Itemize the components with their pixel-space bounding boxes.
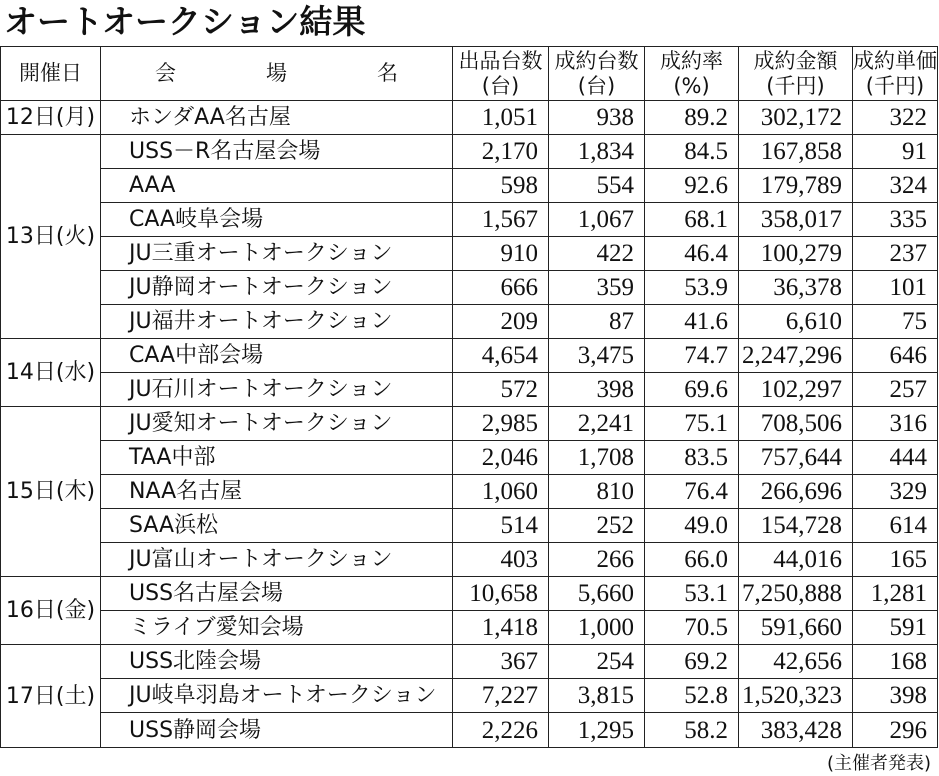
table-row: [1, 713, 938, 748]
amount-cell: 708,506: [739, 407, 853, 441]
table-row: [1, 305, 938, 339]
rate-cell: 52.8: [645, 679, 739, 713]
venue-cell: JU石川オートオークション: [101, 373, 453, 407]
unit-price-cell: 614: [853, 509, 938, 543]
table-row: [1, 509, 938, 543]
rate-cell: 89.2: [645, 101, 739, 135]
amount-cell: 2,247,296: [739, 339, 853, 373]
rate-cell: 69.6: [645, 373, 739, 407]
sold-cell: 1,067: [549, 203, 645, 237]
amount-cell: 383,428: [739, 713, 853, 748]
amount-cell: 7,250,888: [739, 577, 853, 611]
listed-cell: 1,418: [453, 611, 549, 645]
sold-cell: 359: [549, 271, 645, 305]
amount-cell: 302,172: [739, 101, 853, 135]
sold-cell: 3,475: [549, 339, 645, 373]
amount-cell: 179,789: [739, 169, 853, 203]
sold-cell: 252: [549, 509, 645, 543]
listed-cell: 403: [453, 543, 549, 577]
table-row: [1, 475, 938, 509]
day-cell: 14日(水): [1, 339, 101, 407]
sold-cell: 1,000: [549, 611, 645, 645]
rate-cell: 75.1: [645, 407, 739, 441]
day-cell: 15日(木): [1, 407, 101, 577]
header-venue-char: 名: [377, 61, 398, 85]
listed-cell: 910: [453, 237, 549, 271]
unit-price-cell: 257: [853, 373, 938, 407]
listed-cell: 1,567: [453, 203, 549, 237]
unit-price-cell: 296: [853, 713, 938, 748]
sold-cell: 254: [549, 645, 645, 679]
listed-cell: 7,227: [453, 679, 549, 713]
sold-cell: 938: [549, 101, 645, 135]
listed-cell: 4,654: [453, 339, 549, 373]
amount-cell: 266,696: [739, 475, 853, 509]
listed-cell: 367: [453, 645, 549, 679]
unit-price-cell: 324: [853, 169, 938, 203]
amount-cell: 44,016: [739, 543, 853, 577]
day-cell: 13日(火): [1, 135, 101, 339]
amount-cell: 591,660: [739, 611, 853, 645]
venue-cell: JU静岡オートオークション: [101, 271, 453, 305]
rate-cell: 74.7: [645, 339, 739, 373]
rate-cell: 53.9: [645, 271, 739, 305]
header-unit-price: 成約単価 (千円): [853, 47, 938, 101]
table-row: [1, 203, 938, 237]
amount-cell: 42,656: [739, 645, 853, 679]
table-row: [1, 373, 938, 407]
rate-cell: 69.2: [645, 645, 739, 679]
header-rate: 成約率 (%): [645, 47, 739, 101]
table-row: [1, 441, 938, 475]
rate-cell: 70.5: [645, 611, 739, 645]
venue-cell: USS北陸会場: [101, 645, 453, 679]
unit-price-cell: 591: [853, 611, 938, 645]
venue-cell: JU富山オートオークション: [101, 543, 453, 577]
amount-cell: 36,378: [739, 271, 853, 305]
unit-price-cell: 1,281: [853, 577, 938, 611]
auction-results-table: [0, 46, 938, 748]
venue-cell: USS－R名古屋会場: [101, 135, 453, 169]
rate-cell: 49.0: [645, 509, 739, 543]
listed-cell: 2,985: [453, 407, 549, 441]
sold-cell: 554: [549, 169, 645, 203]
header-sold: 成約台数 (台): [549, 47, 645, 101]
sold-cell: 1,834: [549, 135, 645, 169]
sold-cell: 5,660: [549, 577, 645, 611]
sold-cell: 2,241: [549, 407, 645, 441]
sold-cell: 1,295: [549, 713, 645, 748]
table-row: [1, 271, 938, 305]
table-row: [1, 679, 938, 713]
header-venue-char: 会: [155, 61, 176, 85]
table-row: [1, 237, 938, 271]
venue-cell: ホンダAA名古屋: [101, 101, 453, 135]
listed-cell: 2,226: [453, 713, 549, 748]
listed-cell: 572: [453, 373, 549, 407]
page-title: オートオークション結果: [4, 2, 366, 41]
header-row: [1, 47, 938, 101]
unit-price-cell: 237: [853, 237, 938, 271]
table-row: [1, 407, 938, 441]
venue-cell: USS静岡会場: [101, 713, 453, 748]
rate-cell: 83.5: [645, 441, 739, 475]
sold-cell: 422: [549, 237, 645, 271]
table-row: [1, 577, 938, 611]
listed-cell: 666: [453, 271, 549, 305]
sold-cell: 87: [549, 305, 645, 339]
venue-cell: NAA名古屋: [101, 475, 453, 509]
table-row: [1, 543, 938, 577]
header-amount: 成約金額 (千円): [739, 47, 853, 101]
amount-cell: 358,017: [739, 203, 853, 237]
rate-cell: 68.1: [645, 203, 739, 237]
sold-cell: 810: [549, 475, 645, 509]
venue-cell: CAA中部会場: [101, 339, 453, 373]
day-cell: 16日(金): [1, 577, 101, 645]
venue-cell: USS名古屋会場: [101, 577, 453, 611]
unit-price-cell: 444: [853, 441, 938, 475]
day-cell: 12日(月): [1, 101, 101, 135]
venue-cell: JU福井オートオークション: [101, 305, 453, 339]
unit-price-cell: 646: [853, 339, 938, 373]
source-note: (主催者発表): [826, 753, 931, 774]
amount-cell: 167,858: [739, 135, 853, 169]
listed-cell: 10,658: [453, 577, 549, 611]
venue-cell: ミライブ愛知会場: [101, 611, 453, 645]
venue-cell: AAA: [101, 169, 453, 203]
unit-price-cell: 165: [853, 543, 938, 577]
header-venue-char: 場: [266, 61, 287, 85]
listed-cell: 1,051: [453, 101, 549, 135]
unit-price-cell: 75: [853, 305, 938, 339]
listed-cell: 2,170: [453, 135, 549, 169]
venue-cell: JU愛知オートオークション: [101, 407, 453, 441]
day-cell: 17日(土): [1, 645, 101, 748]
sold-cell: 266: [549, 543, 645, 577]
rate-cell: 46.4: [645, 237, 739, 271]
sold-cell: 1,708: [549, 441, 645, 475]
amount-cell: 100,279: [739, 237, 853, 271]
sold-cell: 398: [549, 373, 645, 407]
results-body: [1, 101, 938, 748]
table-row: [1, 645, 938, 679]
unit-price-cell: 335: [853, 203, 938, 237]
venue-cell: TAA中部: [101, 441, 453, 475]
rate-cell: 92.6: [645, 169, 739, 203]
table-row: [1, 611, 938, 645]
rate-cell: 53.1: [645, 577, 739, 611]
table-row: [1, 101, 938, 135]
table-row: [1, 169, 938, 203]
table-row: [1, 135, 938, 169]
unit-price-cell: 168: [853, 645, 938, 679]
venue-cell: JU三重オートオークション: [101, 237, 453, 271]
header-day: 開催日: [1, 47, 101, 101]
amount-cell: 6,610: [739, 305, 853, 339]
rate-cell: 76.4: [645, 475, 739, 509]
amount-cell: 102,297: [739, 373, 853, 407]
unit-price-cell: 398: [853, 679, 938, 713]
rate-cell: 41.6: [645, 305, 739, 339]
sold-cell: 3,815: [549, 679, 645, 713]
header-venue: [101, 47, 453, 101]
listed-cell: 598: [453, 169, 549, 203]
table-row: [1, 339, 938, 373]
venue-cell: CAA岐阜会場: [101, 203, 453, 237]
listed-cell: 1,060: [453, 475, 549, 509]
rate-cell: 66.0: [645, 543, 739, 577]
venue-cell: JU岐阜羽島オートオークション: [101, 679, 453, 713]
header-listed: 出品台数 (台): [453, 47, 549, 101]
unit-price-cell: 91: [853, 135, 938, 169]
listed-cell: 514: [453, 509, 549, 543]
listed-cell: 2,046: [453, 441, 549, 475]
amount-cell: 1,520,323: [739, 679, 853, 713]
amount-cell: 757,644: [739, 441, 853, 475]
unit-price-cell: 329: [853, 475, 938, 509]
venue-cell: SAA浜松: [101, 509, 453, 543]
unit-price-cell: 316: [853, 407, 938, 441]
listed-cell: 209: [453, 305, 549, 339]
unit-price-cell: 101: [853, 271, 938, 305]
amount-cell: 154,728: [739, 509, 853, 543]
rate-cell: 84.5: [645, 135, 739, 169]
unit-price-cell: 322: [853, 101, 938, 135]
rate-cell: 58.2: [645, 713, 739, 748]
